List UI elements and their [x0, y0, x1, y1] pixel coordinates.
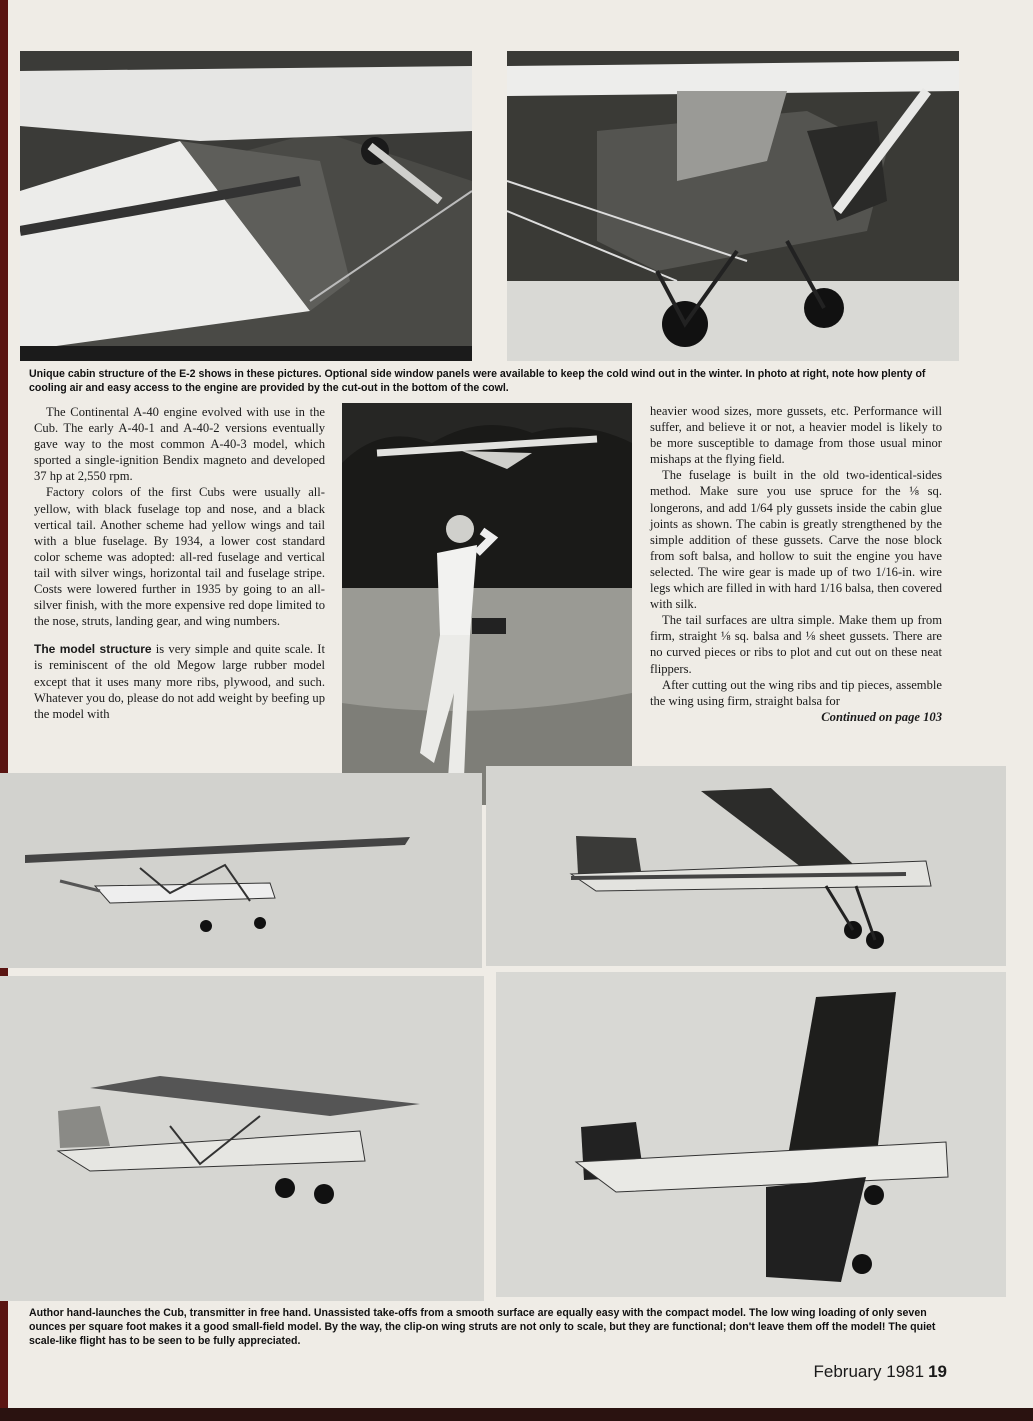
paragraph-tail: The tail surfaces are ultra simple. Make them up from firm, straight ⅛ sq. balsa and ⅛ sheet gussets. There are no curved pieces or ribs to plot and cut out on these neat flippers.	[650, 613, 942, 676]
paragraph-weight: heavier wood sizes, more gussets, etc. Performance will suffer, and believe it or not, a heavier model is likely to be more susceptible to damage from those usual minor mishaps at the flying field.	[650, 404, 942, 467]
continued-note: Continued on page 103	[821, 709, 942, 724]
paragraph-fuselage: The fuselage is built in the old two-identical-sides method. Make sure you use spruce for the ⅛ sq. longerons, and add 1/64 ply gussets inside the cabin glue joints as shown. The cabin is greatly strengthened by the simple addition of these gussets. Carve the nose block from soft balsa, and hollow to suit the engine you have selected. The wire gear is made up of two 1/16-in. wire legs which are filled in with hard 1/16 balsa, then covered with silk.	[650, 468, 943, 612]
paragraph-model-structure	[34, 641, 325, 721]
run-in-heading: The model structure	[34, 642, 152, 657]
paragraph-colors: Factory colors of the first Cubs were usually all-yellow, with black fuselage top and nose, and a black vertical tail. Another scheme had yellow wings and tail with a blue fuselage. By 1934, a lower cost standard color scheme was adopted: all-red fuselage and vertical tail with silver wings, horizontal tail and fuselage stripe. Costs were lowered further in 1935 by going to an all-silver finish, with the more expensive red dope limited to the nose, struts, landing gear, and wing numbers.	[34, 485, 325, 629]
top-photo-caption: Unique cabin structure of the E-2 shows in these pictures. Optional side window panels were available to keep the cold wind out in the winter. In photo at right, note how plenty of cooling air and easy access to the engine are provided by the cut-out in the bottom of the cowl.	[29, 368, 926, 394]
photo-flight-1	[0, 773, 482, 968]
page-number: 19	[928, 1362, 947, 1381]
bottom-photo-caption: Author hand-launches the Cub, transmitter in free hand. Unassisted take-offs from a smooth surface are equally easy with the compact model. The low wing loading of only seven ounces per square foot makes it a good small-field model. By the way, the clip-on wing struts are not only to scale, but they are functional; don't leave them off the model! The quiet scale-like flight has to be seen to be fully appreciated.	[29, 1307, 936, 1347]
photo-author-hand-launch	[342, 403, 632, 805]
photo-cabin-closeup-left	[20, 51, 472, 361]
photo-cub-ground-right	[507, 51, 959, 361]
page-folio	[814, 1362, 948, 1382]
issue-date: February 1981	[813, 1362, 925, 1381]
paragraph-model-structure-body: is very simple and quite scale. It is reminiscent of the old Megow large rubber model except that it uses many more ribs, plywood, and such. Whatever you do, please do not add weight by beefing up the model with	[34, 642, 325, 721]
article-column-left	[34, 404, 325, 722]
page-edge-bottom	[0, 1408, 1033, 1421]
photo-flight-2	[486, 766, 1006, 966]
paragraph-wing: After cutting out the wing ribs and tip pieces, assemble the wing using firm, straight balsa for	[650, 677, 942, 708]
paragraph-engine: The Continental A-40 engine evolved with use in the Cub. The early A-40-1 and A-40-2 versions eventually gave way to the most common A-40-3 model, which sported a single-ignition Bendix magneto and developed 37 hp at 2,550 rpm.	[34, 405, 325, 484]
photo-flight-4	[496, 972, 1006, 1297]
article-column-right	[650, 403, 942, 725]
photo-flight-3	[0, 976, 484, 1301]
